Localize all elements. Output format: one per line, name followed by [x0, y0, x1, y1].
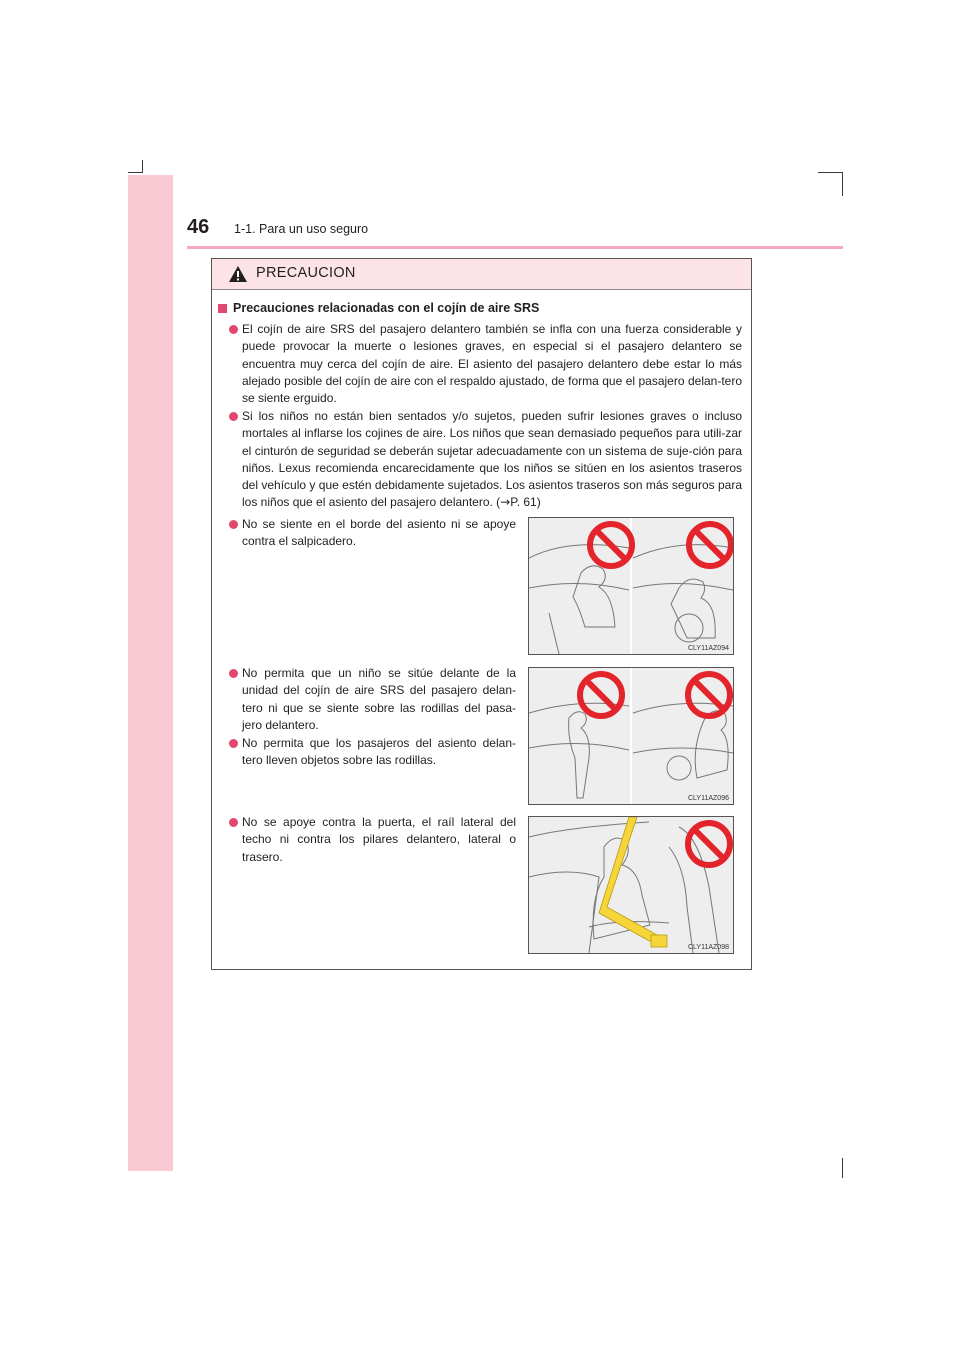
- crop-mark-bottom-right: [842, 1158, 843, 1178]
- illustration-child-front-seat: [528, 667, 734, 805]
- item-text: No se siente en el borde del asiento ni se apoye contra el salpicadero.: [242, 517, 516, 549]
- crop-mark-top-right-v: [842, 172, 843, 196]
- item-text: No permita que los pasajeros del asiento delan-tero lleven objetos sobre las rodillas.: [242, 736, 516, 768]
- item-text: El cojín de aire SRS del pasajero delantero también se infla con una fuerza considerable y puede provocar la muerte o lesiones graves, en especial si el pasajero delantero se encuentra muy cerca del cojín de aire. El asiento del pasajero delantero debe estar lo más alejado posible del cojín de aire con el respaldo ajustado, de forma que el pasajero delan-tero se siente erguido.: [242, 322, 742, 406]
- caution-box: [211, 258, 752, 970]
- page-number: 46: [187, 216, 210, 238]
- item-text: Si los niños no están bien sentados y/o sujetos, pueden sufrir lesiones graves o incluso mortales al inflarse los cojines de aire. Los niños que sean demasiado pequeños para utili-zar el cinturón de seguridad se deberán sujetar adecuadamente con un sistema de suje-ción para niños. Lexus recomienda encarecidamente que los niños se sitúen en los asientos traseros del vehículo y que estén debidamente sujetados. Los asientos traseros son más seguros para los niños que el asiento del pasajero delantero. (→P. 61): [242, 409, 742, 510]
- page-reference[interactable]: P. 61): [510, 495, 541, 510]
- list-item: [242, 735, 516, 770]
- square-bullet-icon: [218, 304, 227, 313]
- section-title: 1-1. Para un uso seguro: [234, 222, 369, 236]
- bullet-icon: [229, 325, 238, 334]
- illustration-edge-of-seat: [528, 517, 734, 655]
- item-text: No permita que un niño se sitúe delante de la unidad del cojín de aire SRS del pasajero delan-tero ni que se siente sobre las rodillas del pasa-jero delantero.: [242, 666, 516, 732]
- illustration-leaning-against-door: [528, 816, 734, 954]
- caution-subheading: [218, 301, 539, 315]
- bullet-icon: [229, 739, 238, 748]
- warning-triangle-icon: [228, 265, 248, 283]
- bullet-icon: [229, 412, 238, 421]
- list-item: [242, 665, 516, 734]
- list-item: [242, 814, 516, 866]
- caution-title: PRECAUCION: [256, 265, 356, 281]
- page-header: [187, 216, 843, 246]
- side-tab-band: [128, 175, 173, 1171]
- crop-mark-top-right: [818, 172, 843, 173]
- figure-code: CLY11AZ094: [688, 645, 729, 652]
- list-item: [242, 408, 742, 512]
- bullet-icon: [229, 520, 238, 529]
- reference-arrow-icon: →: [500, 495, 511, 510]
- bullet-icon: [229, 669, 238, 678]
- crop-mark-top-left: [128, 172, 142, 173]
- figure-code: CLY11AZ098: [688, 944, 729, 951]
- header-rule: [187, 246, 843, 249]
- list-item: [242, 516, 516, 551]
- figure-code: CLY11AZ096: [688, 795, 729, 802]
- list-item: [242, 321, 742, 407]
- caution-header: [212, 259, 751, 290]
- item-text: No se apoye contra la puerta, el raíl lateral del techo ni contra los pilares delantero, lateral o trasero.: [242, 815, 516, 864]
- crop-mark-top-left-v: [142, 160, 143, 173]
- bullet-icon: [229, 818, 238, 827]
- caution-subheading-text: Precauciones relacionadas con el cojín de aire SRS: [233, 301, 540, 315]
